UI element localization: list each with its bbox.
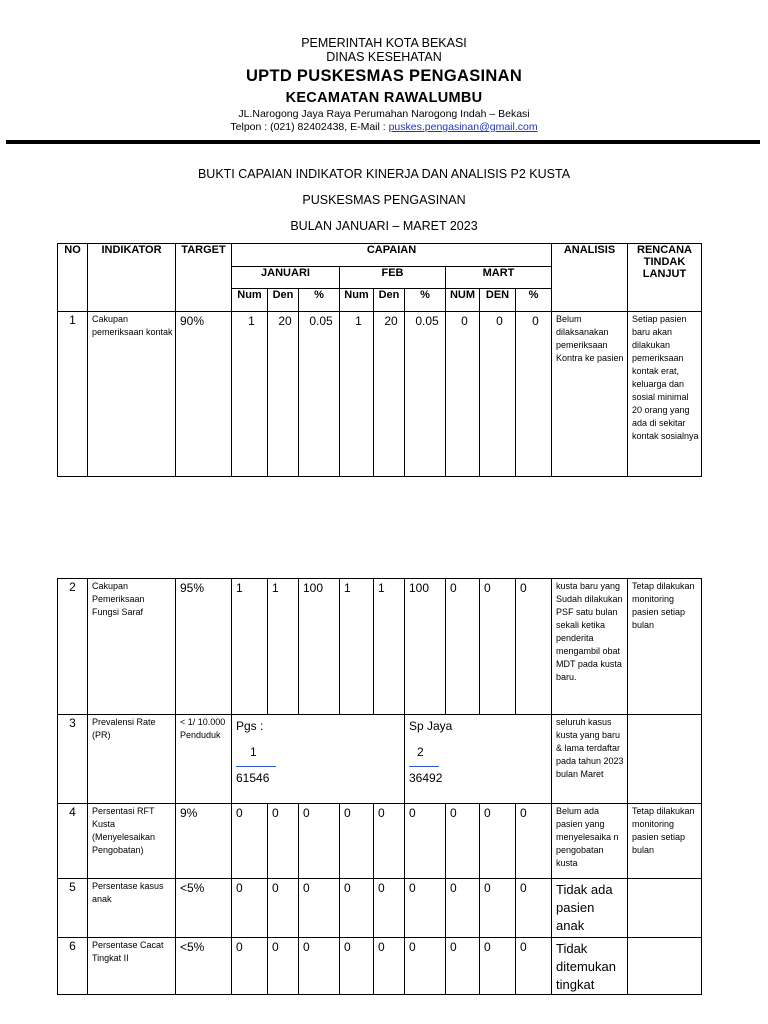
jan-den: 0 [268, 804, 299, 879]
indicator-target: <5% [176, 879, 232, 938]
indicator-target: 9% [176, 804, 232, 879]
jan-num: 0 [232, 879, 268, 938]
contact-text: Telpon : (021) 82402438, E-Mail : [230, 121, 389, 133]
mar-num: 0 [446, 938, 480, 995]
indicator-name: Prevalensi Rate (PR) [88, 715, 176, 804]
feb-den: 1 [374, 579, 405, 715]
follow-up-text [628, 715, 702, 804]
feb-num: 1 [340, 579, 374, 715]
mar-den: 0 [480, 938, 516, 995]
row-number: 6 [58, 938, 88, 995]
follow-up-text: Tetap dilakukan monitoring pasien setiap bulan [628, 804, 702, 879]
feb-num: 0 [340, 938, 374, 995]
table-row [58, 579, 702, 715]
jan-den: 0 [268, 879, 299, 938]
header-jan-den: Den [268, 289, 299, 312]
header-mar-pct: % [516, 289, 552, 312]
feb-pct: 0 [405, 804, 446, 879]
indicator-target: 90% [176, 312, 232, 477]
jan-den: 1 [268, 579, 299, 715]
header-target: TARGET [176, 244, 232, 312]
pengasinan-denominator: 61546 [236, 771, 270, 785]
indicator-target: < 1/ 10.000 Penduduk [176, 715, 232, 804]
feb-pct: 0.05 [405, 312, 446, 477]
analysis-text: seluruh kasus kusta yang baru & lama terdaftar pada tahun 2023 bulan Maret [552, 715, 628, 804]
indicator-target: <5% [176, 938, 232, 995]
indicator-name: Persentasi RFT Kusta (Menyelesaikan Pengobatan) [88, 804, 176, 879]
report-subtitle: PUSKESMAS PENGASINAN [302, 193, 466, 207]
analysis-text: Tidak ditemukan tingkat [552, 938, 628, 995]
indicator-target: 95% [176, 579, 232, 715]
indicator-name: Persentase Cacat Tingkat II [88, 938, 176, 995]
fraction-line [236, 766, 276, 767]
indicator-name: Cakupan Pemeriksaan Fungsi Saraf [88, 579, 176, 715]
analysis-text: Tidak ada pasien anak [552, 879, 628, 938]
jan-den: 20 [268, 312, 299, 477]
follow-up-text: Tetap dilakukan monitoring pasien setiap bulan [628, 579, 702, 715]
report-title: BUKTI CAPAIAN INDIKATOR KINERJA DAN ANALISIS P2 KUSTA [197, 167, 571, 181]
sepanjang-jaya-denominator: 36492 [409, 771, 443, 785]
mar-pct: 0 [516, 938, 552, 995]
letterhead-district: KECAMATAN RAWALUMBU [285, 90, 483, 106]
analysis-text: Belum dilaksanakan pemeriksaan Kontra ke pasien [552, 312, 628, 477]
mar-num: 0 [446, 879, 480, 938]
letterhead-department: DINAS KESEHATAN [326, 50, 442, 64]
header-capaian: CAPAIAN [232, 244, 552, 267]
letterhead-government: PEMERINTAH KOTA BEKASI [301, 36, 467, 50]
indicator-name: Persentase kasus anak [88, 879, 176, 938]
table-row [58, 804, 702, 879]
header-jan-pct: % [299, 289, 340, 312]
header-indikator: INDIKATOR [88, 244, 176, 312]
header-feb: FEB [340, 267, 446, 289]
follow-up-text [628, 938, 702, 995]
header-januari: JANUARI [232, 267, 340, 289]
report-titles [0, 166, 768, 234]
header-mar-den: DEN [480, 289, 516, 312]
feb-pct: 100 [405, 579, 446, 715]
header-no: NO [58, 244, 88, 312]
feb-den: 0 [374, 879, 405, 938]
feb-num: 0 [340, 879, 374, 938]
mar-num: 0 [446, 804, 480, 879]
header-mart: MART [446, 267, 552, 289]
jan-pct: 0.05 [299, 312, 340, 477]
mar-pct: 0 [516, 579, 552, 715]
mar-num: 0 [446, 312, 480, 477]
table-row [58, 879, 702, 938]
sepanjang-jaya-rate-cell [405, 715, 552, 804]
jan-num: 0 [232, 804, 268, 879]
header-feb-num: Num [340, 289, 374, 312]
jan-den: 0 [268, 938, 299, 995]
email-link[interactable]: puskes.pengasinan@gmail.com [388, 121, 538, 133]
header-mar-num: NUM [446, 289, 480, 312]
jan-num: 1 [232, 579, 268, 715]
report-period: BULAN JANUARI – MARET 2023 [290, 219, 478, 233]
mar-den: 0 [480, 579, 516, 715]
header-feb-den: Den [374, 289, 405, 312]
letterhead-address: JL.Narogong Jaya Raya Perumahan Narogong Indah – Bekasi [238, 108, 530, 120]
letterhead-divider [6, 140, 760, 144]
letterhead-institution: UPTD PUSKESMAS PENGASINAN [245, 67, 523, 85]
mar-den: 0 [480, 879, 516, 938]
follow-up-text: Setiap pasien baru akan dilakukan pemeriksaan kontak erat, keluarga dan sosial minimal 20 orang yang ada di sekitar kontak sosialnya [628, 312, 702, 477]
feb-den: 20 [374, 312, 405, 477]
jan-num: 1 [232, 312, 268, 477]
row-number: 3 [58, 715, 88, 804]
jan-pct: 0 [299, 804, 340, 879]
feb-num: 0 [340, 804, 374, 879]
row-number: 1 [58, 312, 88, 477]
jan-num: 0 [232, 938, 268, 995]
letterhead-contact [0, 121, 768, 134]
analysis-text: Belum ada pasien yang menyelesaika n pengobatan kusta [552, 804, 628, 879]
feb-den: 0 [374, 804, 405, 879]
header-analisis: ANALISIS [552, 244, 628, 312]
table-row [58, 715, 702, 804]
sepanjang-jaya-label: Sp Jaya [409, 719, 453, 733]
indicator-table-1 [57, 243, 702, 477]
pengasinan-rate-cell [232, 715, 405, 804]
jan-pct: 0 [299, 879, 340, 938]
jan-pct: 0 [299, 938, 340, 995]
row-number: 4 [58, 804, 88, 879]
follow-up-text [628, 879, 702, 938]
feb-num: 1 [340, 312, 374, 477]
mar-pct: 0 [516, 804, 552, 879]
pengasinan-label: Pgs : [236, 719, 264, 733]
analysis-text: kusta baru yang Sudah dilakukan PSF satu bulan sekali ketika penderita mengambil obat MDT pada kusta baru. [552, 579, 628, 715]
mar-den: 0 [480, 804, 516, 879]
indicator-name: Cakupan pemeriksaan kontak [88, 312, 176, 477]
pengasinan-numerator: 1 [250, 745, 257, 759]
feb-den: 0 [374, 938, 405, 995]
feb-pct: 0 [405, 938, 446, 995]
mar-pct: 0 [516, 879, 552, 938]
header-feb-pct: % [405, 289, 446, 312]
feb-pct: 0 [405, 879, 446, 938]
row-number: 5 [58, 879, 88, 938]
letterhead [0, 36, 768, 134]
row-number: 2 [58, 579, 88, 715]
table-row [58, 938, 702, 995]
header-jan-num: Num [232, 289, 268, 312]
table-row [58, 312, 702, 477]
sepanjang-jaya-numerator: 2 [417, 745, 424, 759]
jan-pct: 100 [299, 579, 340, 715]
header-rencana: RENCANA TINDAK LANJUT [628, 244, 702, 312]
mar-num: 0 [446, 579, 480, 715]
fraction-line [409, 766, 439, 767]
mar-den: 0 [480, 312, 516, 477]
indicator-table-2 [57, 578, 702, 995]
mar-pct: 0 [516, 312, 552, 477]
